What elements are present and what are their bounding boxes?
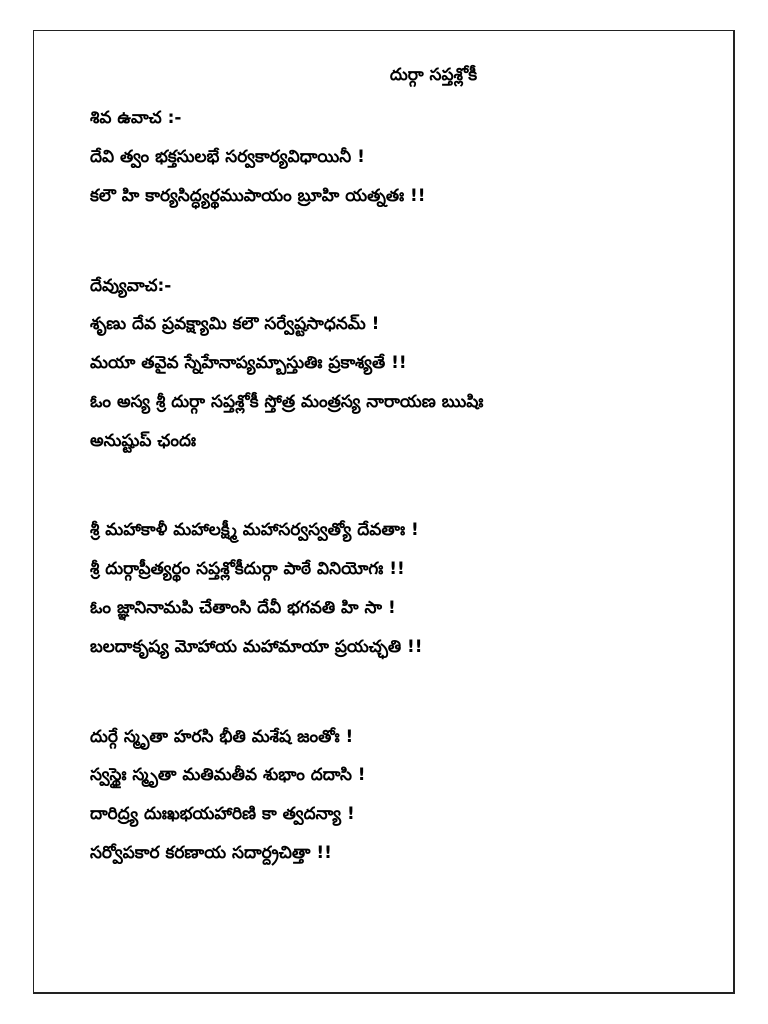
verse-line-8: అనుష్టుప్ ఛందః <box>90 431 196 451</box>
verse-line-2: దేవి త్వం భక్తసులభే సర్వకార్యవిధాయినీ ! <box>90 147 365 167</box>
verse-line-13: దుర్గే స్మృతా హరసి భీతి మశేష జంతోః ! <box>90 727 354 747</box>
verse-line-5: శృణు దేవ ప్రవక్ష్యామి కలౌ సర్వేష్టసాధనమ్ ! <box>90 314 380 334</box>
verse-line-12: బలదాకృష్య మోహాయ మహామాయా ప్రయచ్ఛతి !! <box>90 637 423 657</box>
verse-line-1: శివ ఉవాచ :- <box>90 108 182 128</box>
verse-line-16: సర్వోపకార కరణాయ సదార్ద్రచిత్తా !! <box>90 843 332 863</box>
verse-line-7: ఓం అస్య శ్రీ దుర్గా సప్తశ్లోకీ స్తోత్ర మంత్రస్య నారాయణ ఋషిః <box>90 392 484 412</box>
verse-line-11: ఓం జ్ఞానినామపి చేతాంసి దేవీ భగవతి హి సా ! <box>90 598 396 618</box>
verse-line-4: దేవ్యువాచ:- <box>90 276 172 296</box>
verse-line-14: స్వస్థైః స్మృతా మతిమతీవ శుభాం దదాసి ! <box>90 765 366 785</box>
verse-line-9: శ్రీ మహాకాళీ మహాలక్ష్మీ మహాసర్వస్వత్యో దేవతాః ! <box>90 520 419 540</box>
verse-line-10: శ్రీ దుర్గాప్రీత్యర్థం సప్తశ్లోకీదుర్గా పాఠే వినియోగః !! <box>90 559 405 579</box>
verse-line-3: కలౌ హి కార్యసిద్ధ్యర్థముపాయం బ్రూహి యత్నతః !! <box>90 186 426 206</box>
document-title: దుర్గా సప్తశ్లోకీ <box>389 65 478 85</box>
document-page <box>33 30 735 994</box>
verse-line-6: మయా తవైవ స్నేహేనాప్యమ్బాస్తుతిః ప్రకాశ్యతే !! <box>90 353 407 373</box>
verse-line-15: దారిద్ర్య దుఃఖభయహారిణి కా త్వదన్యా ! <box>90 804 355 824</box>
